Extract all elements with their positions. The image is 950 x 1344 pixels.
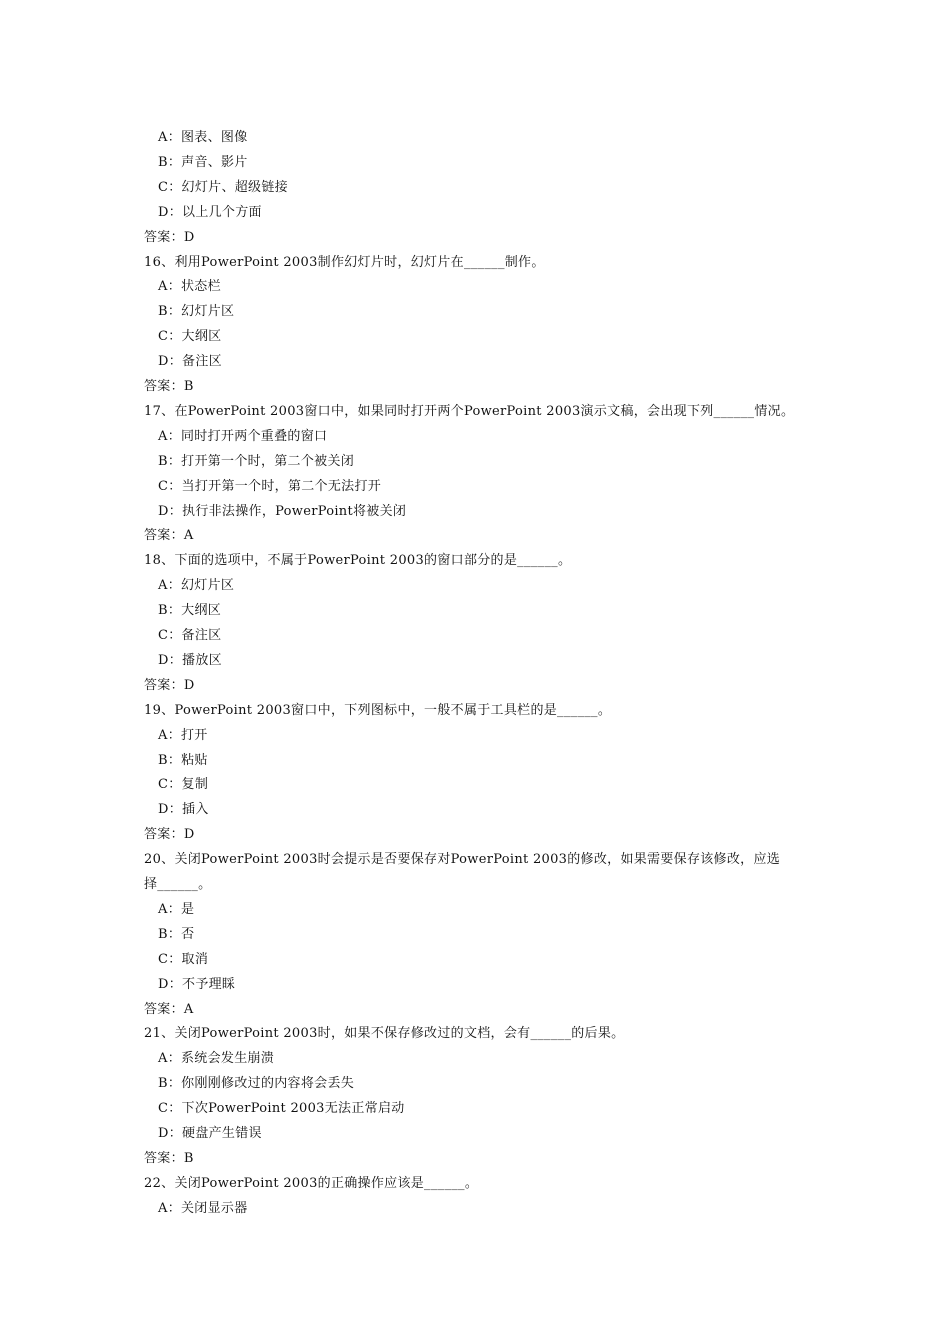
option-text: C：幻灯片、超级链接 — [158, 179, 288, 195]
option-text: A：关闭显示器 — [158, 1200, 248, 1216]
option-text: D：备注区 — [158, 354, 222, 370]
option-text: B：声音、影片 — [158, 154, 248, 170]
answer-text: 答案：D — [144, 677, 195, 693]
option-text: B：幻灯片区 — [158, 304, 235, 320]
answer-text: 答案：A — [144, 528, 194, 544]
question-text: 21、关闭PowerPoint 2003时，如果不保存修改过的文档，会有______的后果。 — [144, 1026, 625, 1042]
answer-text: 答案：D — [144, 827, 195, 843]
question-text: 20、关闭PowerPoint 2003时会提示是否要保存对PowerPoint 2003的修改，如果需要保存该修改，应选 — [144, 852, 781, 868]
option-text: A：同时打开两个重叠的窗口 — [158, 428, 328, 444]
option-text: B：打开第一个时，第二个被关闭 — [158, 453, 355, 469]
option-text: A：图表、图像 — [158, 130, 248, 145]
option-text: C：当打开第一个时，第二个无法打开 — [158, 478, 382, 494]
option-text: D：以上几个方面 — [158, 204, 262, 220]
option-text: B：否 — [158, 926, 195, 942]
question-text: 择______。 — [144, 877, 212, 892]
option-text: C：取消 — [158, 951, 209, 967]
option-text: C：下次PowerPoint 2003无法正常启动 — [158, 1101, 405, 1117]
option-text: D：插入 — [158, 802, 209, 818]
option-text: D：不予理睬 — [158, 976, 236, 992]
question-text: 17、在PowerPoint 2003窗口中，如果同时打开两个PowerPoint 2003演示文稿，会出现下列______情况。 — [144, 403, 795, 419]
option-text: A：幻灯片区 — [158, 578, 235, 594]
answer-text: 答案：B — [144, 379, 194, 394]
question-text: 18、下面的选项中，不属于PowerPoint 2003的窗口部分的是______。 — [144, 553, 572, 569]
answer-text: 答案：A — [144, 1001, 194, 1017]
option-text: C：大纲区 — [158, 329, 222, 345]
option-text: B：大纲区 — [158, 603, 222, 619]
option-text: A：系统会发生崩溃 — [158, 1051, 275, 1067]
option-text: B：粘贴 — [158, 752, 208, 768]
question-text: 16、利用PowerPoint 2003制作幻灯片时，幻灯片在______制作。 — [144, 254, 545, 270]
option-text: D：硬盘产生错误 — [158, 1126, 262, 1141]
option-text: A：是 — [158, 901, 195, 917]
option-text: D：播放区 — [158, 652, 222, 668]
option-text: C：备注区 — [158, 628, 222, 643]
option-text: A：状态栏 — [158, 279, 221, 295]
question-text: 22、关闭PowerPoint 2003的正确操作应该是______。 — [144, 1175, 479, 1191]
answer-text: 答案：B — [144, 1150, 194, 1166]
option-text: A：打开 — [158, 727, 208, 743]
option-text: D：执行非法操作，PowerPoint将被关闭 — [158, 503, 407, 519]
answer-text: 答案：D — [144, 229, 195, 245]
question-text: 19、PowerPoint 2003窗口中，下列图标中，一般不属于工具栏的是______。 — [144, 702, 612, 718]
option-text: B：你刚刚修改过的内容将会丢失 — [158, 1076, 355, 1092]
option-text: C：复制 — [158, 777, 209, 793]
